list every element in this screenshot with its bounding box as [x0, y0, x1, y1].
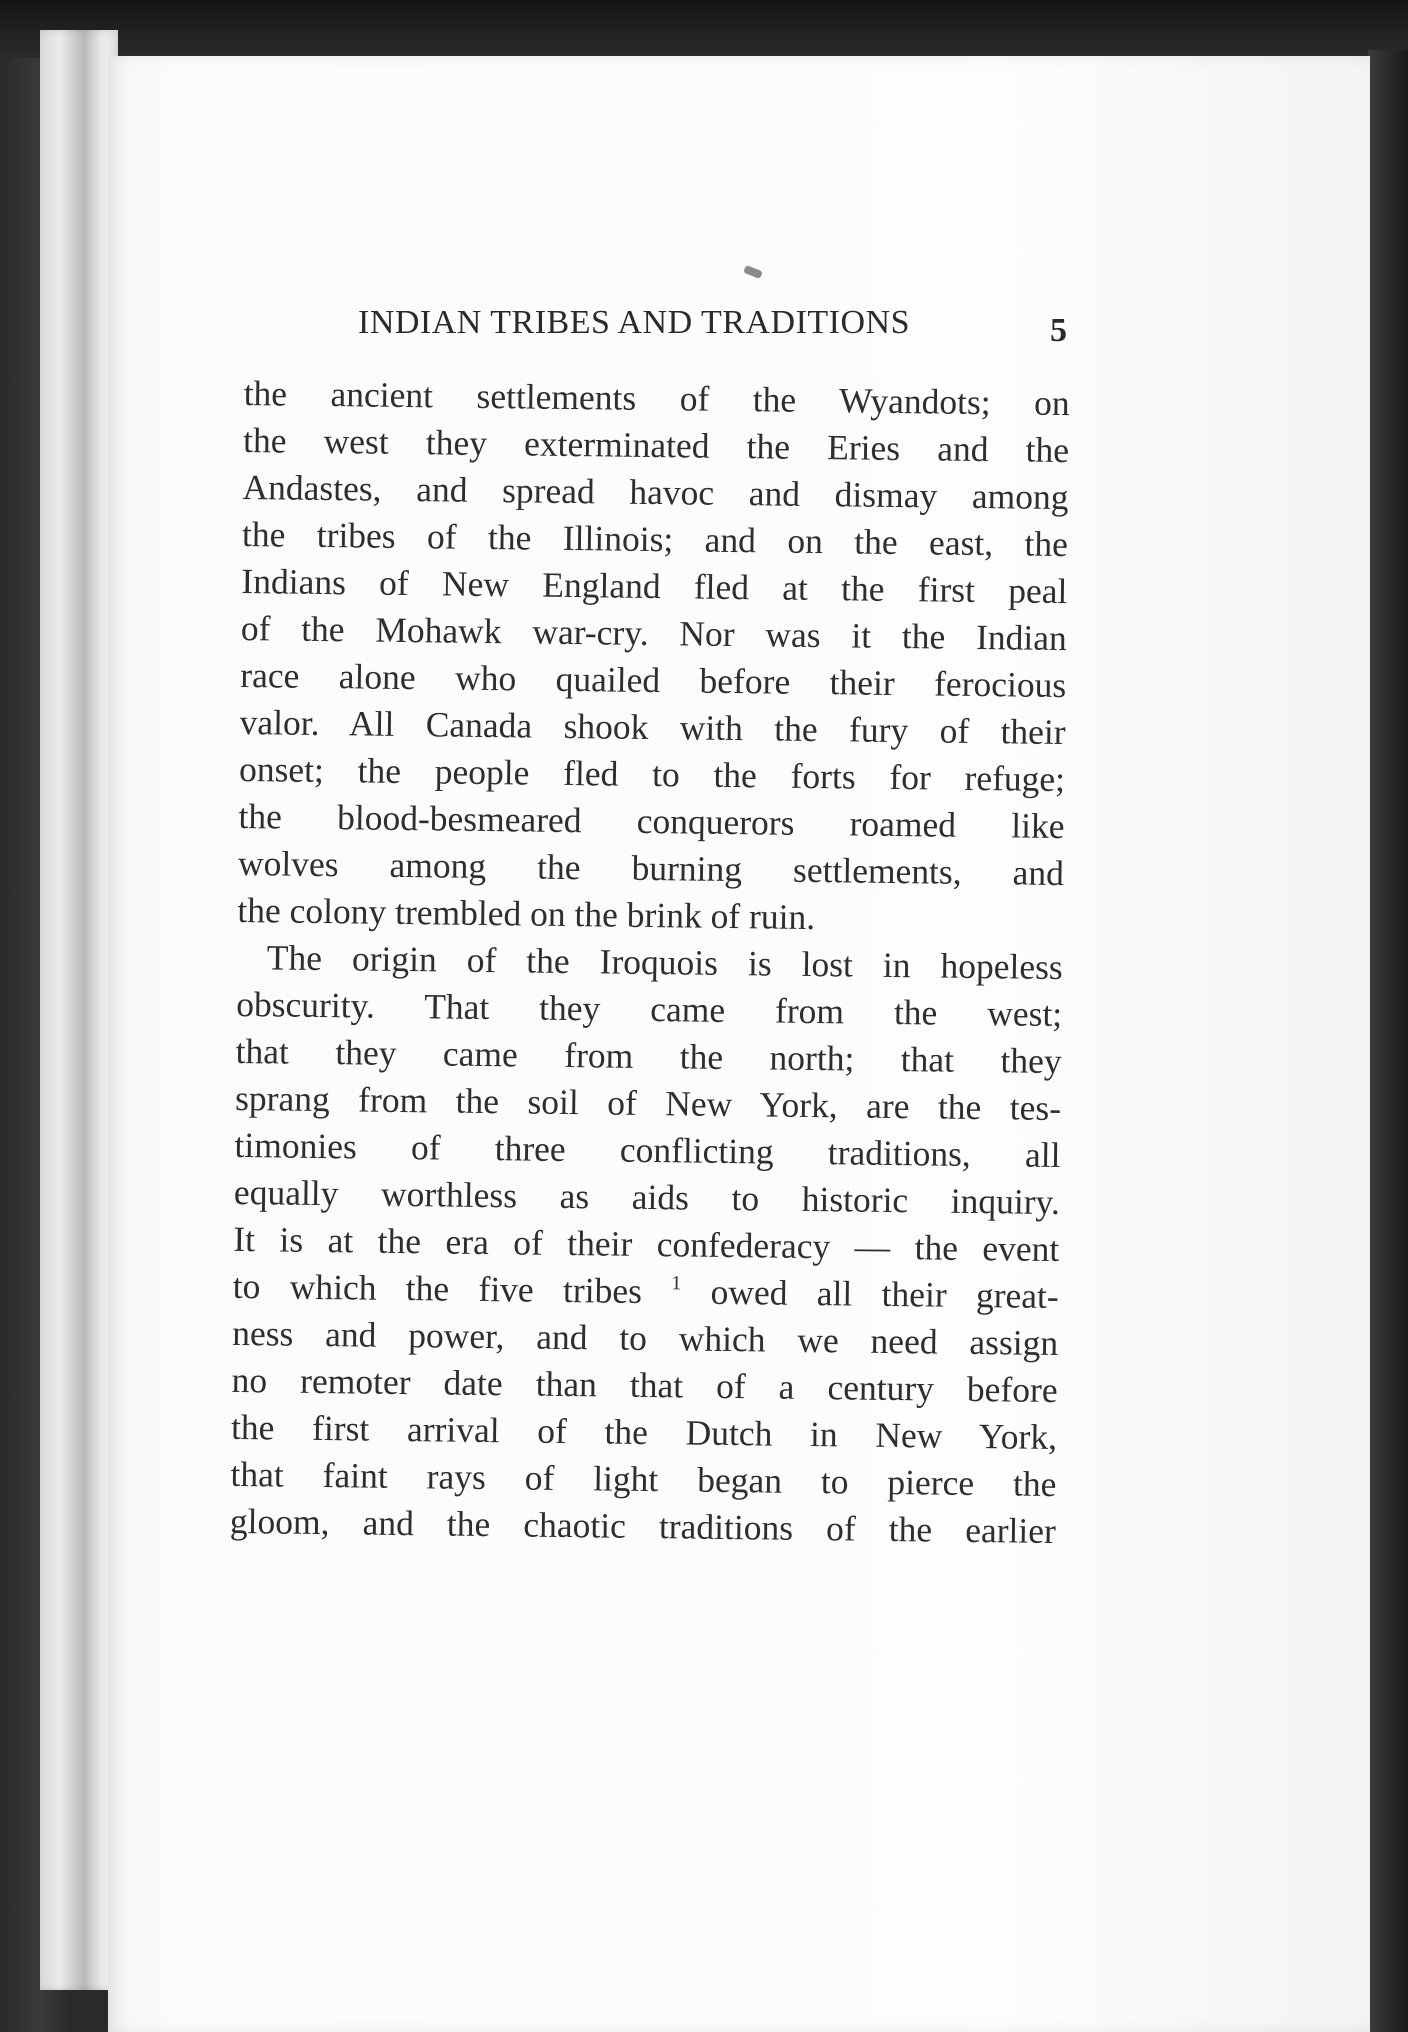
text-line: timonies of three conflicting traditions, all	[234, 1124, 1061, 1176]
text-line: the west they exterminated the Eries and the	[242, 419, 1070, 471]
text-line: race alone who quailed before their ferocious	[240, 654, 1067, 706]
text-line: Indians of New England fled at the first peal	[241, 560, 1068, 612]
running-head	[358, 304, 1078, 342]
text-line: the first arrival of the Dutch in New York,	[230, 1406, 1058, 1458]
text-line: that they came from the north; that they	[235, 1030, 1062, 1082]
text-line: Andastes, and spread havoc and dismay among	[242, 466, 1069, 518]
text-line: obscurity. That they came from the west;	[236, 983, 1063, 1035]
text-line: of the Mohawk war-cry. Nor was it the Indian	[240, 607, 1068, 659]
text-line: ness and power, and to which we need assign	[231, 1312, 1059, 1364]
paragraph-2	[230, 934, 1063, 1555]
body-text	[230, 370, 1070, 1555]
text-line: gloom, and the chaotic traditions of the earlier	[229, 1500, 1057, 1552]
line-text: owed all their great-	[681, 1271, 1060, 1317]
text-line: the colony trembled on the brink of ruin.	[237, 889, 816, 938]
text-line: equally worthless as aids to historic inquiry.	[233, 1171, 1061, 1223]
text-line: the tribes of the Illinois; and on the east, the	[241, 513, 1069, 565]
footnote-marker: 1	[671, 1272, 682, 1295]
running-head-title: INDIAN TRIBES AND TRADITIONS	[358, 304, 911, 341]
page-number: 5	[1050, 312, 1067, 349]
text-line: the ancient settlements of the Wyandots; on	[243, 372, 1070, 424]
scan-top-edge	[0, 0, 1408, 58]
book-cover-edge	[1368, 50, 1408, 2032]
text-line: It is at the era of their confederacy — the event	[233, 1218, 1060, 1270]
text-line: onset; the people fled to the forts for refuge;	[238, 748, 1066, 800]
book-gutter-edge	[40, 30, 118, 1990]
text-line: valor. All Canada shook with the fury of their	[239, 701, 1066, 753]
text-line: the blood-besmeared conquerors roamed like	[238, 795, 1065, 847]
paragraph-1	[237, 370, 1070, 944]
text-line: sprang from the soil of New York, are the tes-	[234, 1077, 1062, 1129]
text-line: The origin of the Iroquois is lost in hopeless	[266, 937, 1064, 988]
text-line: wolves among the burning settlements, and	[237, 842, 1065, 894]
text-line: no remoter date than that of a century before	[231, 1359, 1058, 1411]
line-text: to which the five tribes	[232, 1265, 643, 1311]
text-line: that faint rays of light began to pierce the	[230, 1453, 1057, 1505]
